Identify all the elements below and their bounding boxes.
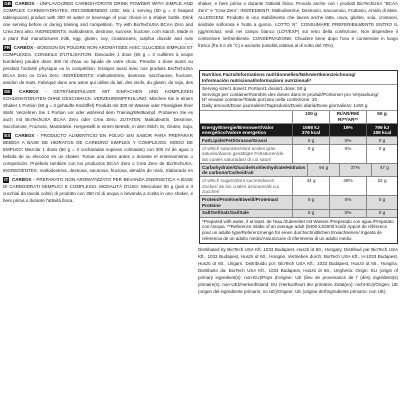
reference-intake: 37% [339, 164, 371, 176]
value-per-serving: 799 kJ 188 kcal [366, 124, 397, 136]
column-header: RI/AR/RM/ RI**/AR** [329, 111, 366, 123]
brand-name: CARBOX [19, 88, 39, 94]
serving-info [200, 85, 397, 110]
nutrition-row [200, 177, 397, 196]
brand-name: CARBOX [14, 1, 35, 6]
nutrition-footnote: *Prepared with water, if at least. de l'eau./Zubereitet mit Wasser./Preparado con agua./Preparato con l'acqua. **Reference intake of an average adult (8400 kJ/2000 kcal)/ Apport de référence pour un adulte type/Referenzmenge für einen durchschnittlichen Erwachsenen/ Ingesta de referencia de un adulto medio/Assunzione di riferimento di un adulto medio. [202, 218, 394, 241]
value-per-serving: 0 g [366, 145, 397, 163]
label-paragraph-it [0, 176, 195, 220]
paragraph-text: Distributed by BioTech USA Kft. 1033 Budapest, Huszti út 60., Hungary. Distribué par BioTech USA Kft., 1033 Budapest, Huszti út 60., Hongrie. Vertrieben durch: BioTech USA Kft., H-1033 Budapest, Huszti út 60., Ungarn. Distribuido por: BioTech USA Kft., 1033 Budapest, Huszti út 60., Hungría. Distribuito da: BioTech USA Kft., 1033 Budapest, Huszti út 60., Ungheria. Origin: EU (origin of primary ingredient(s): non-EU)/Pays d'origine: UE (lieu de provenance de l' (des) ingrédient(s) primaire(s): non-UE)/Herkunftsland: EU (Herkunftsort der primären Zutat(en): nicht-EU)/Origen: UE (origen del ingrediente primario: no UE)/Origine: UE (origine dell'ingrediente primario: non UE). [198, 246, 398, 295]
nutrition-heading [200, 71, 397, 85]
nutrient-label: of which saturates/dont acides gras saturés/davon gesättigte Fettsäuren/de las cuales saturadas/ di cui saturi [202, 145, 284, 162]
nutrient-label: Fat/Lipide/Fett/Grasas/Grassi [202, 137, 268, 143]
nutrition-row [200, 145, 397, 164]
serving-line: Daily amount/Dose journalière/Tagesdosis/Dosis diaria/Dose giornaliera: 1x50 g [202, 102, 368, 108]
reference-intake: 0% [329, 137, 366, 144]
reference-intake: 0% [329, 210, 366, 217]
value-per-100g: 94 g [307, 164, 339, 176]
nutrient-label: Energy/Energie/Brennwert/Valor energético/Valore energetico [202, 124, 274, 136]
value-per-serving: 0 g [366, 137, 397, 144]
paragraph-text: - UNFLAVOURED CARBOHYDRATE DRINK POWDER WITH SIMPLE AND COMPLEX CARBOHYDRATES. RECOMMENDED USE: Mix 1 serving (50 g = 3 heaped tablespoons) product with 300 ml water or beverage of your choice in a shaker bottle. Drink one serving before or during training and competition. Try with BioTechUSA BCAA Zero and Crea Zero also. INGREDIENTS: maltodextrin, dextrose, sucrose, fructose, corn starch. Made in a plant that manufactures milk, egg, gluten, soy, crustaceans, sulphur dioxide and nuts [3, 1, 193, 42]
language-tag: ES [4, 132, 11, 138]
right-column [197, 0, 400, 400]
nutrition-title: Información nutricional/Informazioni nutrizionali* [202, 77, 312, 83]
nutrient-label: Salt/Sel/Salz/Sal/Sale [202, 210, 249, 216]
brand-name: CARBOX [12, 176, 32, 182]
paragraph-text: shaker, e bere prima o durante l'attività fisica. Provalo anche con i prodotti BioTechUSA "BCAA Zero" e "Crea Zero". INGREDIENTI: Maltodestrine, Destrosio, Saccarosio, Fruttosio, Amido di Mais. ALLERGENI: Prodotto in uno stabilimento che lavora anche latte, uova, glutine, soia, crostacei, anidride solforosa e frutta a guscio. LOTTO N°, CONSUMARE PREFERIBILMENTE ENTRO IL (gg/mm/aa): vedi nel campo bianco (LOT/EXP) sul retro della confezione. Non disperdere il contenitore nell'ambiente. CONSERVAZIONE: Chiudere bene dopo l'uso e conservare in luogo fresco (fra 5 e 25 °C) e asciutto (umidità relativa al di sotto del 70%). [198, 1, 398, 49]
value-per-100g: 0 g [292, 196, 329, 208]
nutrition-row [200, 164, 397, 177]
nutrition-row [200, 196, 397, 209]
serving-line: Serving size/1 dose/1 Portion/1 dosis/1 dose: 50 g [202, 86, 307, 92]
brand-name: CARBOX [13, 44, 34, 50]
value-per-100g: 1598 kJ 376 kcal [292, 124, 329, 136]
nutrition-rows [200, 124, 397, 218]
value-per-100g: 0 g [292, 145, 329, 163]
value-per-serving: 0 g [366, 210, 397, 217]
column-header [200, 111, 292, 123]
reference-intake: 49% [329, 177, 366, 195]
value-per-100g: 44 g [292, 177, 329, 195]
distribution-info [197, 246, 400, 295]
reference-intake: 19% [329, 124, 366, 136]
nutrition-row [200, 124, 397, 137]
italian-continuation [197, 0, 400, 64]
paragraph-text: - PREPARATO NON AROMATIZZATO PER BEVANDA ENERGETICA A BASE DI CARBOIDRATI SEMPLICI E COMPLESSI. MODALITÀ D'USO: Mescolare 50 g (pari a 3 cucchiai da tavola colmi) di prodotto con 350 ml di acqua o bevanda a scelta in uno shaker, e bere prima o durante l'attività fisica. [3, 176, 193, 203]
nutrient-label: Protein/Protéine/Eiweiß/Proteínas/ Proteine [202, 197, 279, 208]
nutrition-table [199, 70, 398, 244]
nutrient-label: Carbohydrate/Glucide/Kohlenhydrate/Hidratos de carbono/Carboidrati [202, 164, 306, 176]
language-tag: DE [4, 88, 11, 94]
paragraph-text: - BOISSON EN POUDRE NON-AROMATISÉE AVEC GLUCIDES SIMPLES ET COMPLEXES. CONSEILS D'UTILISATION: Dissoudre 1 dose (50 g = 3 cuillères à soupe bombées) poudre dans 300 ml d'eau ou liquide de votre choix. Prendre 1 dose avant ou pendant l'activité physique ou la compétition. Essayer aussi avec nos produits BioTechUSA BCAA Zero ou Crea Zero. INGRÉDIENTS: maltodextrine, dextrose, saccharose, fructose, amidon de maïs. Fabriqué dans une usine qui utilise du lait, des œufs, du gluten, du soja, des [3, 44, 193, 86]
nutrition-column-headers [200, 111, 397, 124]
label-paragraph-gb [0, 0, 195, 44]
value-per-serving: 47 g [371, 164, 397, 176]
reference-intake: 0% [329, 145, 366, 163]
language-tag: GB [4, 1, 11, 6]
left-column [0, 0, 195, 400]
reference-intake: 0% [329, 196, 366, 208]
paragraph-text: - GETRÄNKEPULVER MIT EINFACHEN UND KOMPLEXEN KOHLENHYDRATEN OHNE GESCHMACK. VERZEHREMPFEHLUNG: Mischen Sie in einem Shaker 1 Portion (50 g = 3 gehäufte Esslöffel) Produkt mit 300 ml Wasser oder Flüssigkeit Ihrer Wahl. Verzehren Sie 1 Portion vor oder während dem Training/Wettkampf. Probieren Sie es auch mit BioTechUSA BCAA Zero oder Crea Zero. ZUTATEN: Maltodextrin, Dextrose, Saccharose, Fructose, Maisstärke. Hergestellt in einem Betrieb, in dem Milch, Ei, Gluten, Soja, [3, 88, 193, 130]
value-per-serving: 22 g [366, 177, 397, 195]
nutrition-row [200, 137, 397, 145]
value-per-serving: 0 g [366, 196, 397, 208]
paragraph-text: - PRODUCTO ALIMENTICIO EN POLVO SIN SABOR PARA PREPARAR BEBIDA A BASE DE HIDRATOS DE CARBONO SIMPLES Y COMPLEJOS. MODO DE EMPLEO: Mezclar 1 dosis (50 g = 3 cucharadas soperas colmadas) con 300 ml de agua o bebida de su elección en un shaker. Tomar una dosis antes o durante el entrenamiento o competición. Pruébelo también con los productos BCAA Zero o Crea Zero de BioTechUSA. INGREDIENTES: maltodextrina, dextrosa, sacarosa, fructosa, almidón de maíz. Elaborado en [3, 132, 193, 173]
brand-name: CARBOX [14, 132, 35, 138]
value-per-100g: 0 g [292, 210, 329, 217]
serving-line: Servings per container/Nombre des doses dans le produit/Portionen pro Verpackung/ [202, 91, 379, 97]
label-paragraph-es [0, 132, 195, 176]
label-paragraph-de [0, 88, 195, 132]
nutrition-row [200, 210, 397, 218]
value-per-100g: 0 g [292, 137, 329, 144]
column-header: 100 g [292, 111, 329, 123]
serving-line: Nº envase contiene/Totale porzioni nella confezione: 20 [202, 97, 318, 103]
label-paragraph-fr [0, 44, 195, 88]
language-tag: IT [4, 176, 9, 182]
column-header: 50 g [366, 111, 397, 123]
language-tag: FR [4, 44, 11, 50]
nutrition-title: Nutrition Facts/Informations nutritionnelles/Nährwertkennzeichnung/ [202, 72, 356, 77]
nutrient-label: of which sugars/dont sucres/davon Zucker/ de los cuales azúcares/di cui zuccheri [202, 178, 279, 195]
